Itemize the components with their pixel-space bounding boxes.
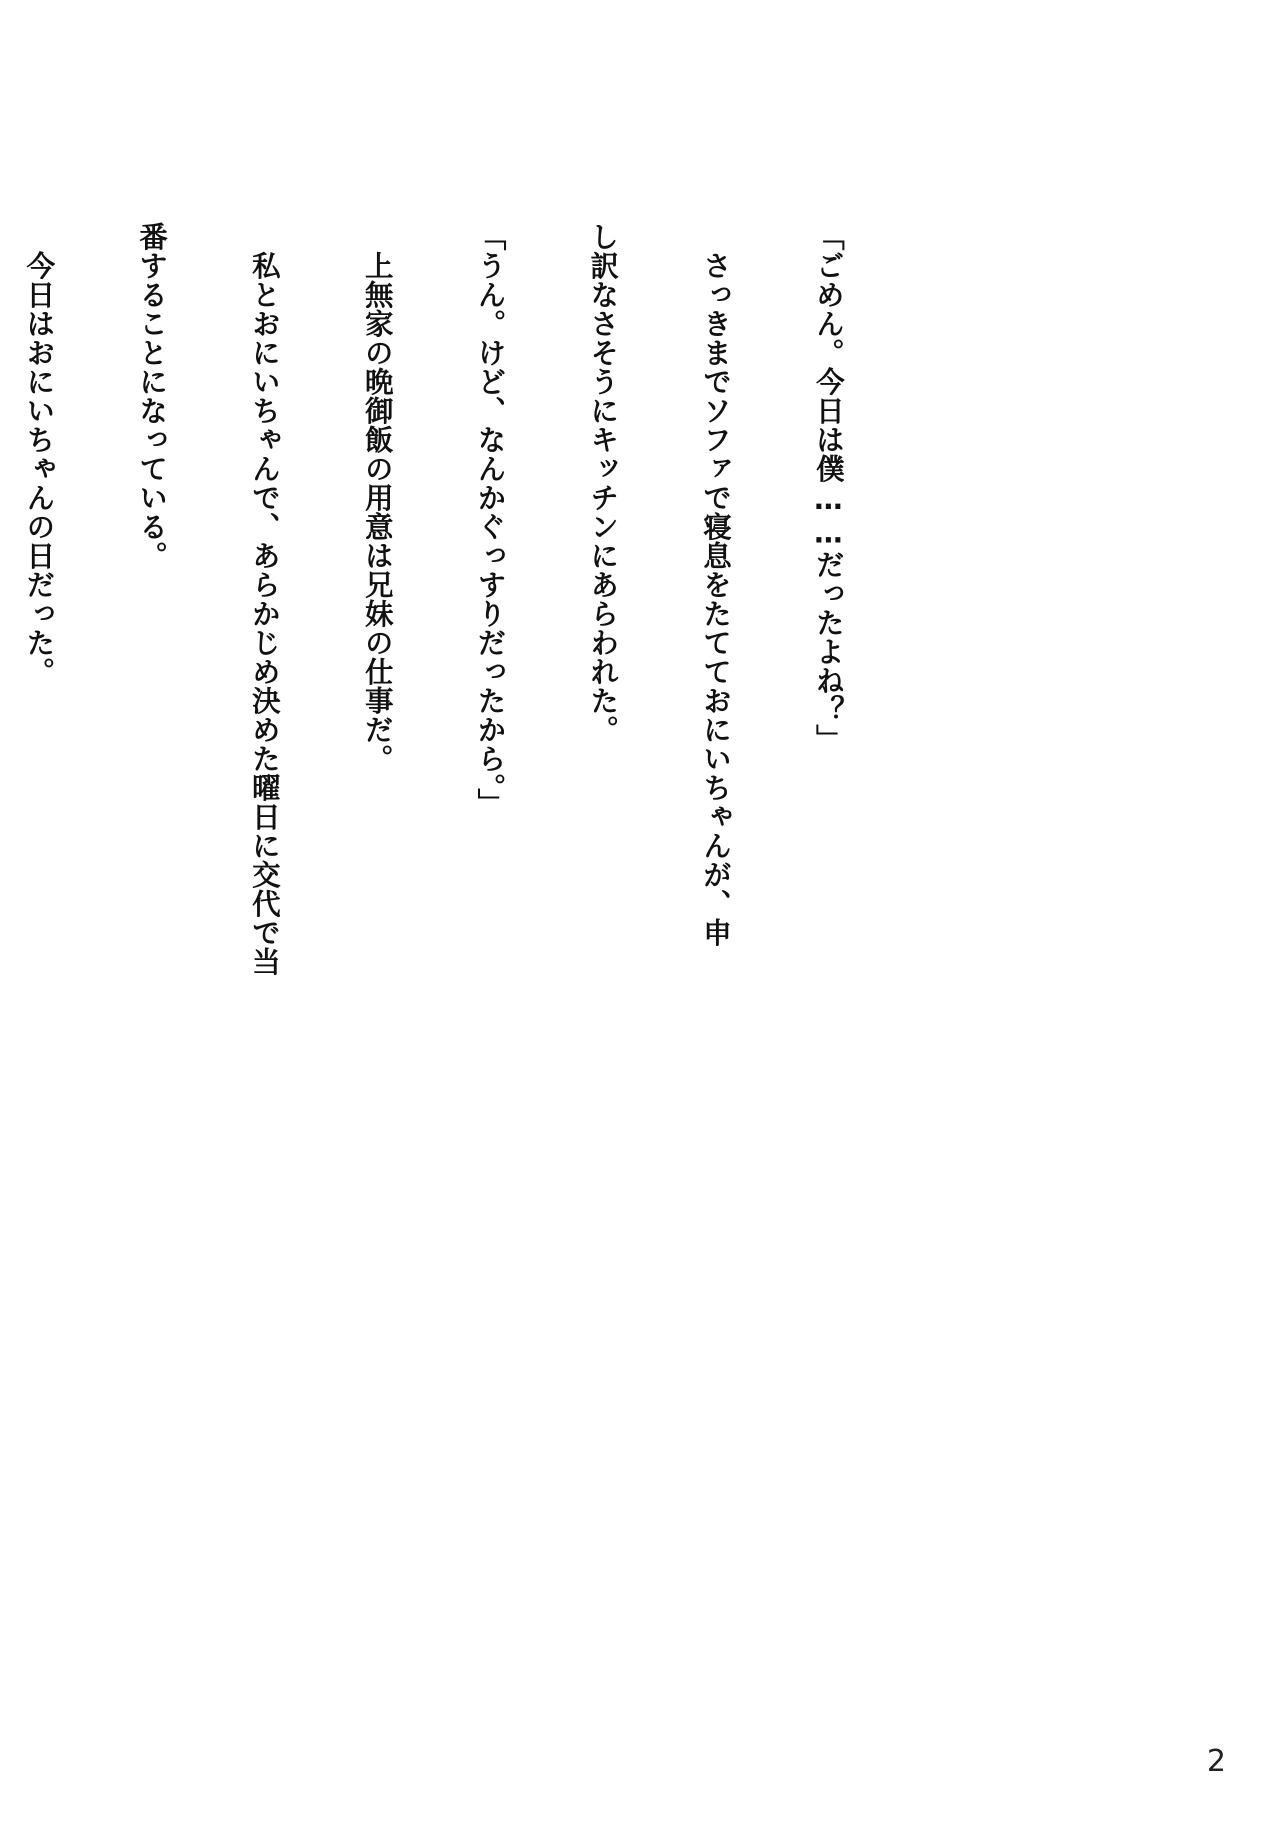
text-line: 番することになっている。 [135, 222, 169, 570]
page-number: 2 [1206, 1744, 1226, 1779]
text-line: 上無家の晩御飯の用意は兄妹の仕事だ。 [360, 222, 394, 773]
vertical-text-block [0, 222, 922, 1122]
text-line: し訳なさそうにキッチンにあらわれた。 [586, 222, 620, 744]
text-line: さっきまでソファで寝息をたてておにいちゃんが、申 [699, 222, 733, 947]
text-line: 「うん。けど、なんかぐっすりだったから。」 [473, 222, 507, 817]
text-line: 今日はおにいちゃんの日だった。 [22, 222, 56, 686]
text-line: 「ごめん。今日は僕……だったよね？」 [811, 222, 845, 753]
text-line: 私とおにいちゃんで、あらかじめ決めた曜日に交代で当 [247, 222, 281, 976]
